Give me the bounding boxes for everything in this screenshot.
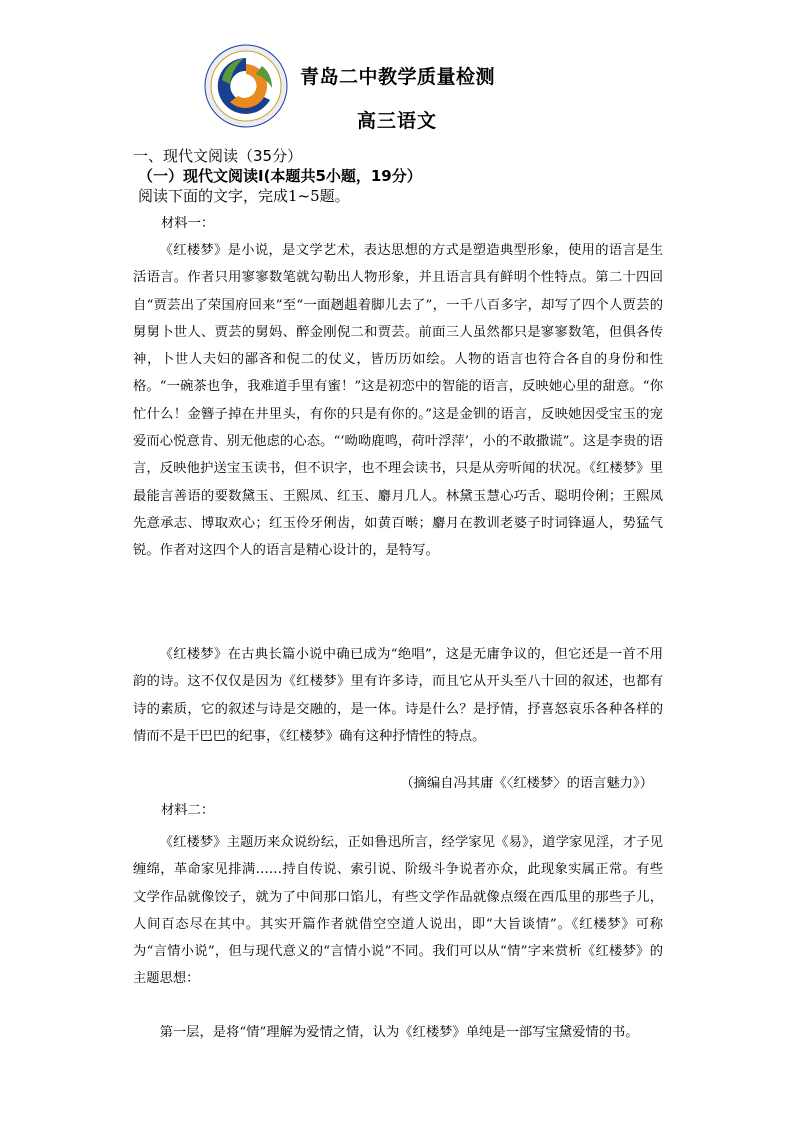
instruction: 阅读下面的文字，完成1~5题。: [138, 187, 350, 205]
school-title: 青岛二中教学质量检测: [300, 66, 496, 88]
section-subheading: （一）现代文阅读Ⅰ(本题共5小题，19分）: [138, 167, 422, 185]
school-emblem-icon: [204, 44, 288, 128]
material1-label: 材料一：: [161, 216, 215, 231]
section-heading: 一、现代文阅读（35分）: [133, 147, 303, 165]
material1-source: （摘编自冯其庸《〈红楼梦〉的语言魅力》）: [400, 776, 653, 791]
material2-label: 材料二：: [161, 803, 215, 818]
subject-title: 高三语文: [357, 110, 438, 132]
material1-paragraph-1: 《红楼梦》是小说，是文学艺术，表达思想的方式是塑造典型形象，使用的语言是生活语言。作者只用寥寥数笔就勾勒出人物形象，并且语言具有鲜明个性特点。第二十四回自“贾芸出了荣国府回来”至“一面趔趄着脚儿去了”，一千八百多字，却写了四个人贾芸的舅舅卜世人、贾芸的舅妈、醉金刚倪二和贾芸。前面三人虽然都只是寥寥数笔，但俱各传神，卜世人夫妇的鄙吝和倪二的仗义，皆历历如绘。人物的语言也符合各自的身份和性格。“一碗茶也争，我难道手里有蜜！”这是初恋中的智能的语言，反映她心里的甜意。“你忙什么！金簪子掉在井里头，有你的只是有你的。”这是金钏的语言，反映她因受宝玉的宠爱而心悦意肯、别无他虑的心态。“‘呦呦鹿鸣，荷叶浮萍’，小的不敢撒谎”。这是李贵的语言，反映他护送宝玉读书，但不识字，也不理会读书，只是从旁听闻的状况。《红楼梦》里最能言善语的要数黛玉、王熙凤、红玉、麝月几人。林黛玉慧心巧舌、聪明伶俐；王熙凤先意承志、博取欢心；红玉伶牙俐齿，如黄百啭；麝月在教训老婆子时词锋逼人，势猛气锐。作者对这四个人的语言是精心设计的，是特写。: [133, 243, 663, 559]
material1-paragraph-2: 《红楼梦》在古典长篇小说中确已成为“绝唱”，这是无庸争议的，但它还是一首不用韵的诗。这不仅仅是因为《红楼梦》里有许多诗，而且它从开头至八十回的叙述，也都有诗的素质，它的叙述与诗是交融的，是一体。诗是什么？是抒情，抒喜怒哀乐各种各样的情而不是干巴巴的纪事，《红楼梦》确有这种抒情性的特点。: [133, 647, 663, 744]
material2-paragraph-2: 第一层，是将“情”理解为爱情之情，认为《红楼梦》单纯是一部写宝黛爱情的书。: [159, 1025, 639, 1040]
material2-paragraph-1: 《红楼梦》主题历来众说纷纭，正如鲁迅所言，经学家见《易》，道学家见淫，才子见缠绵，革命家见排满……持自传说、索引说、阶级斗争说者亦众，此现象实属正常。有些文学作品就像饺子，就为了中间那口馅儿，有些文学作品就像点缀在西瓜里的那些子儿，人间百态尽在其中。其实开篇作者就借空空道人说出，即“大旨谈情”。《红楼梦》可称为“言情小说”，但与现代意义的“言情小说”不同。我们可以从“情”字来赏析《红楼梦》的主题思想：: [133, 835, 663, 987]
